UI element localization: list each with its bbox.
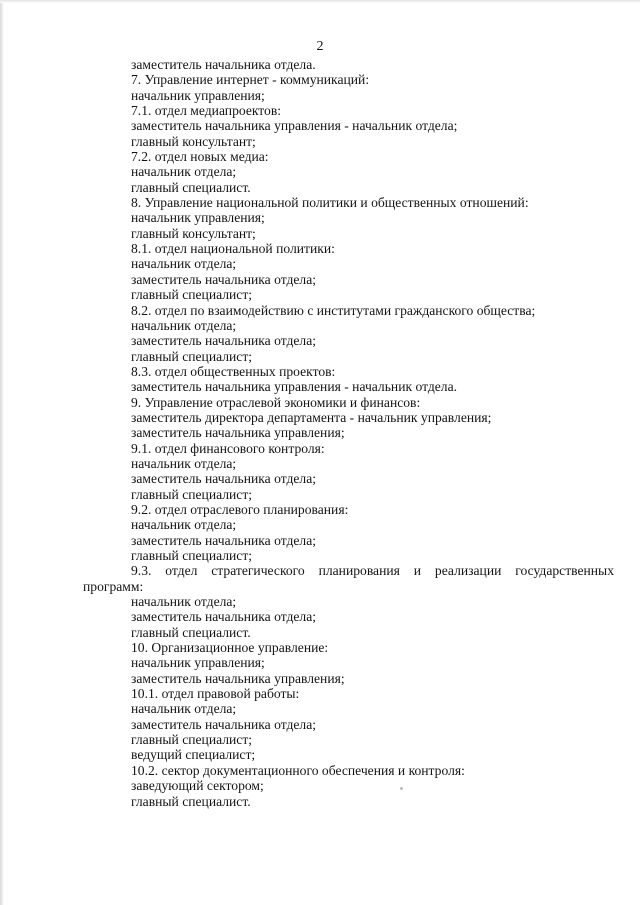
document-line: заместитель начальника отдела; <box>131 532 317 548</box>
document-line: 7. Управление интернет - коммуникаций: <box>131 72 370 88</box>
document-line: 10.2. сектор документационного обеспечения и контроля: <box>131 762 465 778</box>
document-line: начальник управления; <box>131 87 265 103</box>
document-line: главный специалист; <box>131 548 253 563</box>
document-line: заместитель начальника отдела; <box>131 471 317 487</box>
document-line: 9.2. отдел отраслевого планирования: <box>131 501 349 517</box>
document-line: главный специалист. <box>131 793 251 809</box>
document-line: 8.1. отдел национальной политики: <box>131 241 335 257</box>
document-line: 7.1. отдел медиапроектов: <box>131 103 282 119</box>
document-line: главный специалист; <box>131 486 253 502</box>
document-line: заместитель начальника управления - начальник отдела. <box>131 379 458 395</box>
document-line: заместитель начальника отдела. <box>131 57 316 72</box>
document-line: 9.3. отдел стратегического планирования и реализации государственных <box>131 563 614 579</box>
document-line: главный консультант; <box>131 133 256 149</box>
document-line: 8.2. отдел по взаимодействию с институтами гражданского общества; <box>131 302 536 318</box>
document-line: главный специалист; <box>131 348 253 364</box>
document-line: 8.3. отдел общественных проектов: <box>131 363 336 379</box>
document-line: 10.1. отдел правовой работы: <box>131 686 300 702</box>
document-line: 9.1. отдел финансового контроля: <box>131 440 325 456</box>
document-line: 7.2. отдел новых медиа: <box>131 149 269 165</box>
document-line: главный специалист. <box>131 624 251 640</box>
document-line: заместитель начальника отдела; <box>131 333 317 349</box>
scan-speck <box>400 787 403 790</box>
document-line: начальник отдела; <box>131 455 237 471</box>
document-line: заведующий сектором; <box>131 778 264 794</box>
document-line: программ: <box>83 578 144 594</box>
document-line: 10. Организационное управление: <box>131 640 329 656</box>
document-line: 8. Управление национальной политики и общественных отношений: <box>131 195 529 211</box>
document-line: заместитель начальника управления; <box>131 670 345 686</box>
document-line: начальник отдела; <box>131 701 237 717</box>
document-line: главный специалист; <box>131 287 253 303</box>
document-line: начальник управления; <box>131 655 265 671</box>
document-line: заместитель директора департамента - начальник управления; <box>131 409 492 425</box>
document-line: главный консультант; <box>131 225 256 241</box>
document-line: начальник отдела; <box>131 517 237 533</box>
document-body <box>0 57 640 809</box>
document-line: заместитель начальника управления; <box>131 425 345 441</box>
document-line: заместитель начальника отдела; <box>131 716 317 732</box>
document-line: главный специалист. <box>131 179 251 195</box>
document-line: начальник отдела; <box>131 256 237 272</box>
page-number: 2 <box>316 39 324 54</box>
document-line: заместитель начальника управления - начальник отдела; <box>131 118 458 134</box>
scan-edge-top <box>0 0 640 3</box>
document-line: 9. Управление отраслевой экономики и финансов: <box>131 394 421 410</box>
document-line: начальник отдела; <box>131 164 237 180</box>
document-line: заместитель начальника отдела; <box>131 271 317 287</box>
document-line: заместитель начальника отдела; <box>131 609 317 625</box>
document-line: начальник отдела; <box>131 317 237 333</box>
document-line: главный специалист; <box>131 732 253 748</box>
document-line: ведущий специалист; <box>131 747 256 763</box>
document-line: начальник отдела; <box>131 594 237 610</box>
document-line: начальник управления; <box>131 210 265 226</box>
